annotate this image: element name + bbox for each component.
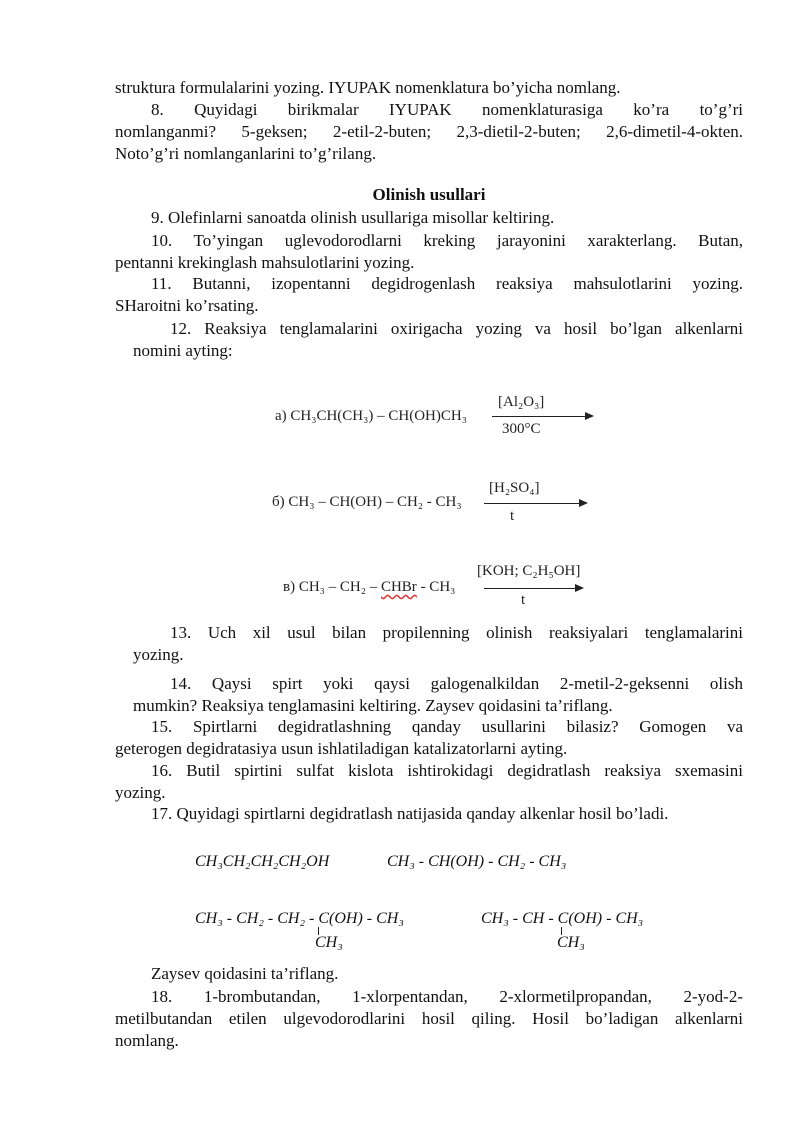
reaction-a-condition: 300°C: [502, 421, 541, 437]
question-8-line: Noto’g’ri nomlanganlarini to’g’rilang.: [115, 144, 377, 163]
reaction-c-formula-pre: CH₃ – CH₂ –: [298, 579, 381, 595]
reaction-c-formula-wavy: CHBr: [380, 579, 417, 595]
reaction-c-condition: t: [521, 592, 526, 608]
question-12-line: 12. Reaksiya tenglamalarini oxirigacha yozing va hosil bo’lgan alkenlarni: [170, 319, 743, 338]
question-14-line: 14. Qaysi spirt yoki qaysi galogenalkildan 2-metil-2-geksenni olish: [170, 674, 743, 693]
formula-butan-2-ol: CH₃ - CH(OH) - CH₂ - CH₃: [387, 853, 567, 870]
reaction-c-catalyst: [KOH; C₂H₅OH]: [477, 563, 581, 579]
question-10-line: pentanni krekinglash mahsulotlarini yozing.: [115, 253, 415, 272]
question-15-line: geterogen degidratasiya usun ishlatiladigan katalizatorlarni ayting.: [115, 739, 568, 758]
formula-methyl-branch: CH₃: [315, 934, 343, 951]
reaction-a-label: a): [275, 408, 287, 424]
question-11-line: SHaroitni ko’rsating.: [115, 296, 259, 315]
formula-methyl-branch: CH₃: [557, 934, 585, 951]
reaction-b-condition: t: [510, 508, 515, 524]
question-16-line: 16. Butil spirtini sulfat kislota ishtirokidagi degidratlash reaksiya sxemasini: [151, 761, 743, 780]
question-18-line: metilbutandan etilen ulgevodorodlarini hosil qiling. Hosil bo’ladigan alkenlarni: [115, 1009, 743, 1028]
reaction-a-arrow: [492, 416, 592, 417]
question-16-line: yozing.: [115, 783, 166, 802]
question-13-line: 13. Uch xil usul bilan propilenning olinish reaksiyalari tenglamalarini: [170, 623, 743, 642]
reaction-c: [283, 579, 455, 596]
formula-2-methylpentan-2-ol: CH₃ - CH₂ - CH₂ - C(OH) - CH₃: [195, 910, 404, 927]
reaction-c-arrow: [484, 588, 582, 589]
formula-butanol: CH₃CH₂CH₂CH₂OH: [195, 853, 330, 870]
reaction-b-catalyst: [H₂SO₄]: [489, 480, 540, 496]
question-9: 9. Olefinlarni sanoatda olinish usullariga misollar keltiring.: [151, 208, 555, 227]
question-12-line: nomini ayting:: [133, 341, 233, 360]
reaction-b: [272, 494, 462, 511]
question-18-line: nomlang.: [115, 1031, 179, 1050]
reaction-a-catalyst: [Al₂O₃]: [498, 394, 545, 410]
question-11-line: 11. Butanni, izopentanni degidrogenlash reaksiya mahsulotlarini yozing.: [151, 274, 743, 293]
question-17: 17. Quyidagi spirtlarni degidratlash natijasida qanday alkenlar hosil bo’ladi.: [151, 804, 669, 823]
reaction-b-formula: CH₃ – CH(OH) – CH₂ - CH₃: [288, 494, 462, 510]
question-8-line: 8. Quyidagi birikmalar IYUPAK nomenklaturasiga ko’ra to’g’ri: [151, 100, 743, 119]
text-line: struktura formulalarini yozing. IYUPAK nomenklatura bo’yicha nomlang.: [115, 78, 621, 97]
question-15-line: 15. Spirtlarni degidratlashning qanday usullarini bilasiz? Gomogen va: [151, 717, 743, 736]
reaction-c-formula-post: - CH₃: [416, 579, 456, 595]
reaction-b-arrow: [484, 503, 586, 504]
reaction-c-label: в): [283, 579, 296, 595]
question-10-line: 10. To’yingan uglevodorodlarni kreking jarayonini xarakterlang. Butan,: [151, 231, 743, 250]
question-18-line: 18. 1-brombutandan, 1-xlorpentandan, 2-xlormetilpropandan, 2-yod-2-: [151, 987, 743, 1006]
section-title: Olinish usullari: [372, 185, 486, 204]
reaction-a: [275, 408, 467, 425]
question-14-line: mumkin? Reaksiya tenglamasini keltiring. Zaysev qoidasini ta’riflang.: [133, 696, 613, 715]
reaction-b-label: б): [272, 494, 285, 510]
zaysev-line: Zaysev qoidasini ta’riflang.: [151, 964, 339, 983]
reaction-a-formula: CH₃CH(CH₃) – CH(OH)CH₃: [290, 408, 467, 424]
question-8-line: nomlanganmi? 5-geksen; 2-etil-2-buten; 2,3-dietil-2-buten; 2,6-dimetil-4-okten.: [115, 122, 743, 141]
formula-2-methylbutan-2-ol: CH₃ - CH - C(OH) - CH₃: [481, 910, 644, 927]
question-13-line: yozing.: [133, 645, 184, 664]
